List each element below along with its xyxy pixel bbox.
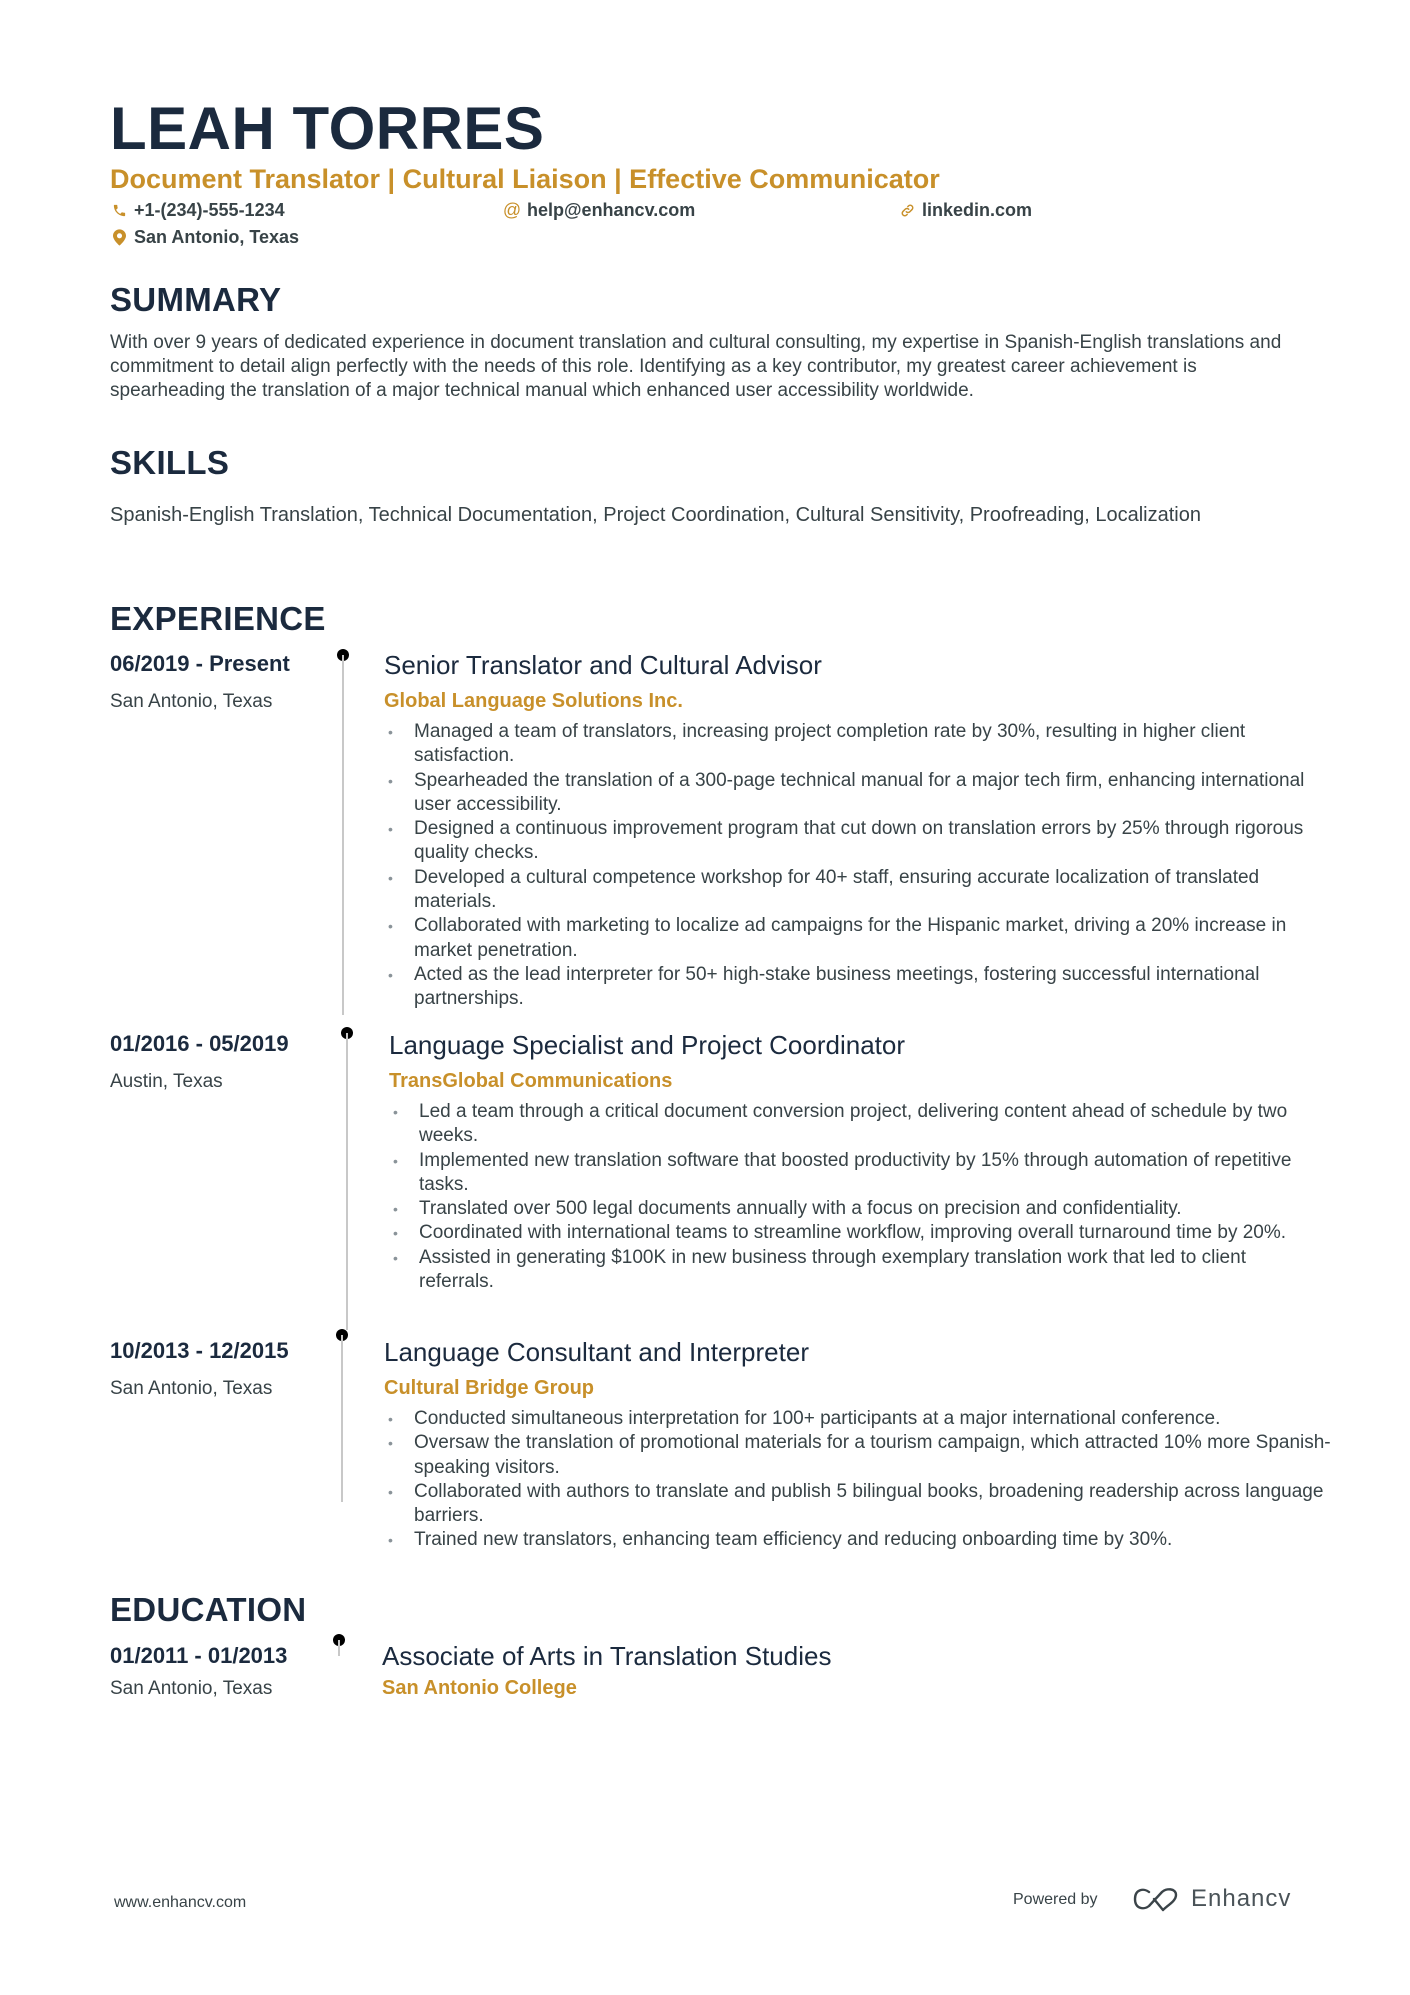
bullet-item: • Collaborated with marketing to localize ad campaigns for the Hispanic market, driving a 20% increase in market penetration. <box>388 915 1287 961</box>
timeline-line <box>338 1640 340 1656</box>
bullet-item: • Spearheaded the translation of a 300-page technical manual for a major tech firm, enhancing international user accessibility. <box>388 769 1305 815</box>
education-school: San Antonio College <box>382 1677 577 1699</box>
entry-role: Senior Translator and Cultural Advisor <box>384 650 822 680</box>
bullet-item: • Acted as the lead interpreter for 50+ high-stake business meetings, fostering successful international partnerships. <box>388 963 1260 1010</box>
skills-heading: SKILLS <box>110 444 230 481</box>
entry-dates: 06/2019 - Present <box>110 651 290 676</box>
entry-location: San Antonio, Texas <box>110 691 273 712</box>
enhancv-logo-icon <box>1132 1884 1182 1914</box>
education-location: San Antonio, Texas <box>110 1678 273 1699</box>
entry-dates: 10/2013 - 12/2015 <box>110 1338 289 1363</box>
timeline-line <box>342 655 344 1015</box>
bullet-item: • Implemented new translation software that boosted productivity by 15% through automation of repetitive tasks. <box>393 1149 1292 1195</box>
timeline-line <box>346 1033 348 1330</box>
phone-text: +1-(234)-555-1234 <box>134 200 285 220</box>
link-icon <box>899 201 915 219</box>
contact-linkedin[interactable] <box>899 199 1032 221</box>
bullet-item: • Coordinated with international teams to streamline workflow, improving overall turnaround time by 20%. <box>393 1222 1287 1244</box>
bullet-item: • Collaborated with authors to translate and publish 5 bilingual books, broadening readership across language barriers. <box>388 1480 1324 1527</box>
phone-icon <box>111 201 127 219</box>
powered-by-label: Powered by <box>1013 1891 1098 1908</box>
bullet-item: • Translated over 500 legal documents annually with a focus on precision and confidentiality. <box>393 1198 1182 1220</box>
footer-url[interactable]: www.enhancv.com <box>114 1894 247 1911</box>
entry-role: Language Specialist and Project Coordinator <box>389 1030 906 1060</box>
entry-bullets <box>384 1407 1334 1553</box>
bullet-item: • Conducted simultaneous interpretation for 100+ participants at a major international conference. <box>388 1408 1221 1429</box>
map-pin-icon <box>111 228 127 246</box>
entry-bullets <box>389 1100 1319 1294</box>
contact-phone <box>111 199 285 221</box>
contact-email[interactable] <box>504 199 695 221</box>
entry-location: Austin, Texas <box>110 1071 223 1092</box>
bullet-item: • Managed a team of translators, increasing project completion rate by 30%, resulting in higher client satisfaction. <box>388 721 1246 767</box>
bullet-item: • Developed a cultural competence workshop for 40+ staff, ensuring accurate localization of translated materials. <box>388 866 1260 913</box>
at-icon: @ <box>502 200 522 220</box>
bullet-item: • Led a team through a critical document conversion project, delivering content ahead of schedule by two weeks. <box>393 1101 1288 1147</box>
entry-location: San Antonio, Texas <box>110 1378 273 1399</box>
entry-company: Cultural Bridge Group <box>384 1377 594 1399</box>
enhancv-brand[interactable]: Enhancv <box>1191 1885 1292 1912</box>
summary-text: With over 9 years of dedicated experience in document translation and cultural consulting, my expertise in Spanish-English translations and commitment to detail align perfectly with the needs of this role. Identifying as a key contributor, my greatest career achievement is spearheading the translation of a major technical manual which enhanced user accessibility worldwide. <box>110 332 1282 401</box>
entry-bullets <box>384 720 1314 1012</box>
education-heading: EDUCATION <box>110 1591 307 1628</box>
entry-company: TransGlobal Communications <box>389 1070 673 1092</box>
experience-heading: EXPERIENCE <box>110 600 326 637</box>
skills-text: Spanish-English Translation, Technical Documentation, Project Coordination, Cultural Sensitivity, Proofreading, Localization <box>110 504 1201 526</box>
education-dates: 01/2011 - 01/2013 <box>110 1643 288 1668</box>
entry-dates: 01/2016 - 05/2019 <box>110 1031 289 1056</box>
location-text: San Antonio, Texas <box>134 227 300 247</box>
entry-company: Global Language Solutions Inc. <box>384 690 683 712</box>
bullet-item: • Oversaw the translation of promotional materials for a tourism campaign, which attracted 10% more Spanish-speaking visitors. <box>388 1432 1331 1478</box>
timeline-line <box>341 1335 343 1502</box>
linkedin-text[interactable]: linkedin.com <box>922 200 1033 220</box>
candidate-tagline: Document Translator | Cultural Liaison | Effective Communicator <box>110 164 940 194</box>
bullet-item: • Trained new translators, enhancing team efficiency and reducing onboarding time by 30%. <box>388 1529 1173 1551</box>
email-text[interactable]: help@enhancv.com <box>527 200 696 220</box>
education-degree: Associate of Arts in Translation Studies <box>382 1641 832 1671</box>
candidate-name: LEAH TORRES <box>110 95 545 162</box>
contact-location <box>111 226 299 248</box>
summary-heading: SUMMARY <box>110 281 282 318</box>
entry-role: Language Consultant and Interpreter <box>384 1337 809 1367</box>
bullet-item: • Assisted in generating $100K in new business through exemplary translation work that led to client referrals. <box>393 1246 1246 1293</box>
bullet-item: • Designed a continuous improvement program that cut down on translation errors by 25% through rigorous quality checks. <box>388 818 1304 864</box>
